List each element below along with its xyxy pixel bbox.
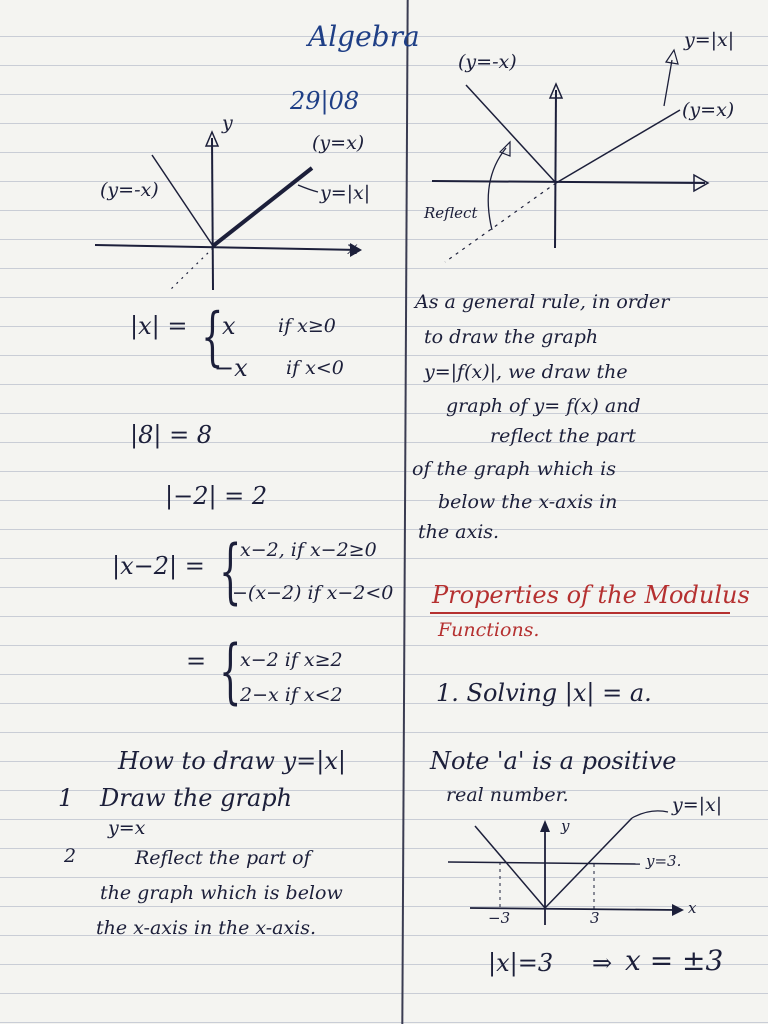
example-3-case3: x−2 if x≥2 <box>240 649 343 671</box>
properties-title: Properties of the Modulus <box>432 581 750 609</box>
rule-line-4: graph of y= f(x) and <box>446 395 641 417</box>
howto-step2-line1: Reflect the part of <box>135 847 311 869</box>
rule-line-2: to draw the graph <box>424 326 599 348</box>
howto-step2-line3: the x-axis in the x-axis. <box>96 917 317 939</box>
howto-step2-num: 2 <box>64 845 77 867</box>
properties-note-1: Note 'a' is a positive <box>430 747 677 775</box>
def-case1-cond: if x≥0 <box>278 315 336 337</box>
left-graph-pos-label: (y=x) <box>312 132 365 154</box>
example-3-lhs: |x−2| = <box>112 552 205 580</box>
rule-line-6: of the graph which is <box>412 458 616 480</box>
example-1: |8| = 8 <box>130 421 213 449</box>
rule-line-7: below the x-axis in <box>438 491 618 513</box>
bottom-graph-tick-neg: −3 <box>488 909 511 927</box>
example-3-case2: −(x−2) if x−2<0 <box>232 582 394 604</box>
example-3-brace2: { <box>219 630 242 712</box>
rule-line-5: reflect the part <box>490 425 636 447</box>
def-case1-expr: x <box>222 312 236 340</box>
def-brace: { <box>201 300 224 374</box>
properties-title-2: Functions. <box>438 619 540 641</box>
bottom-graph-tick-pos: 3 <box>590 909 600 927</box>
howto-step1-num: 1 <box>58 784 74 812</box>
page-date: 29|08 <box>290 87 360 115</box>
right-graph-pos-label: (y=x) <box>682 99 735 121</box>
left-graph-mod-label: y=|x| <box>320 182 371 204</box>
bottom-graph-mod-label: y=|x| <box>672 794 723 816</box>
def-lhs: |x| = <box>130 312 188 340</box>
howto-step1-text2: y=x <box>108 817 146 839</box>
howto-title: How to draw y=|x| <box>118 747 346 775</box>
def-case2-expr: −x <box>214 354 248 382</box>
example-2: |−2| = 2 <box>165 482 268 510</box>
page-title: Algebra <box>308 20 420 53</box>
right-graph-reflect-label: Reflect <box>424 204 478 222</box>
example-3-case4: 2−x if x<2 <box>240 684 343 706</box>
example-3-eq: = <box>186 647 207 675</box>
properties-note-2: real number. <box>446 784 569 806</box>
solution-arrow: ⇒ <box>592 949 613 977</box>
solution-answer: x = ±3 <box>625 944 724 977</box>
def-case2-cond: if x<0 <box>286 357 344 379</box>
rule-line-3: y=|f(x)|, we draw the <box>424 361 628 383</box>
left-graph-x-label: x <box>347 237 358 259</box>
howto-step2-line2: the graph which is below <box>100 882 343 904</box>
solution-eq: |x|=3 <box>488 949 554 977</box>
bottom-graph-y-label: y <box>561 817 570 835</box>
right-graph-mod-label: y=|x| <box>684 29 735 51</box>
bottom-graph-x-label: x <box>688 899 697 917</box>
right-graph-neg-label: (y=-x) <box>458 51 517 73</box>
example-3-brace: { <box>219 530 242 612</box>
left-graph-y-label: y <box>222 112 233 134</box>
example-3-case1: x−2, if x−2≥0 <box>240 539 377 561</box>
howto-step1-text: Draw the graph <box>100 784 293 812</box>
rule-line-1: As a general rule, in order <box>415 291 670 313</box>
rule-line-8: the axis. <box>418 521 500 543</box>
left-graph-neg-label: (y=-x) <box>100 179 159 201</box>
bottom-graph-hline-label: y=3. <box>646 852 682 870</box>
properties-item-1: 1. Solving |x| = a. <box>436 679 652 707</box>
